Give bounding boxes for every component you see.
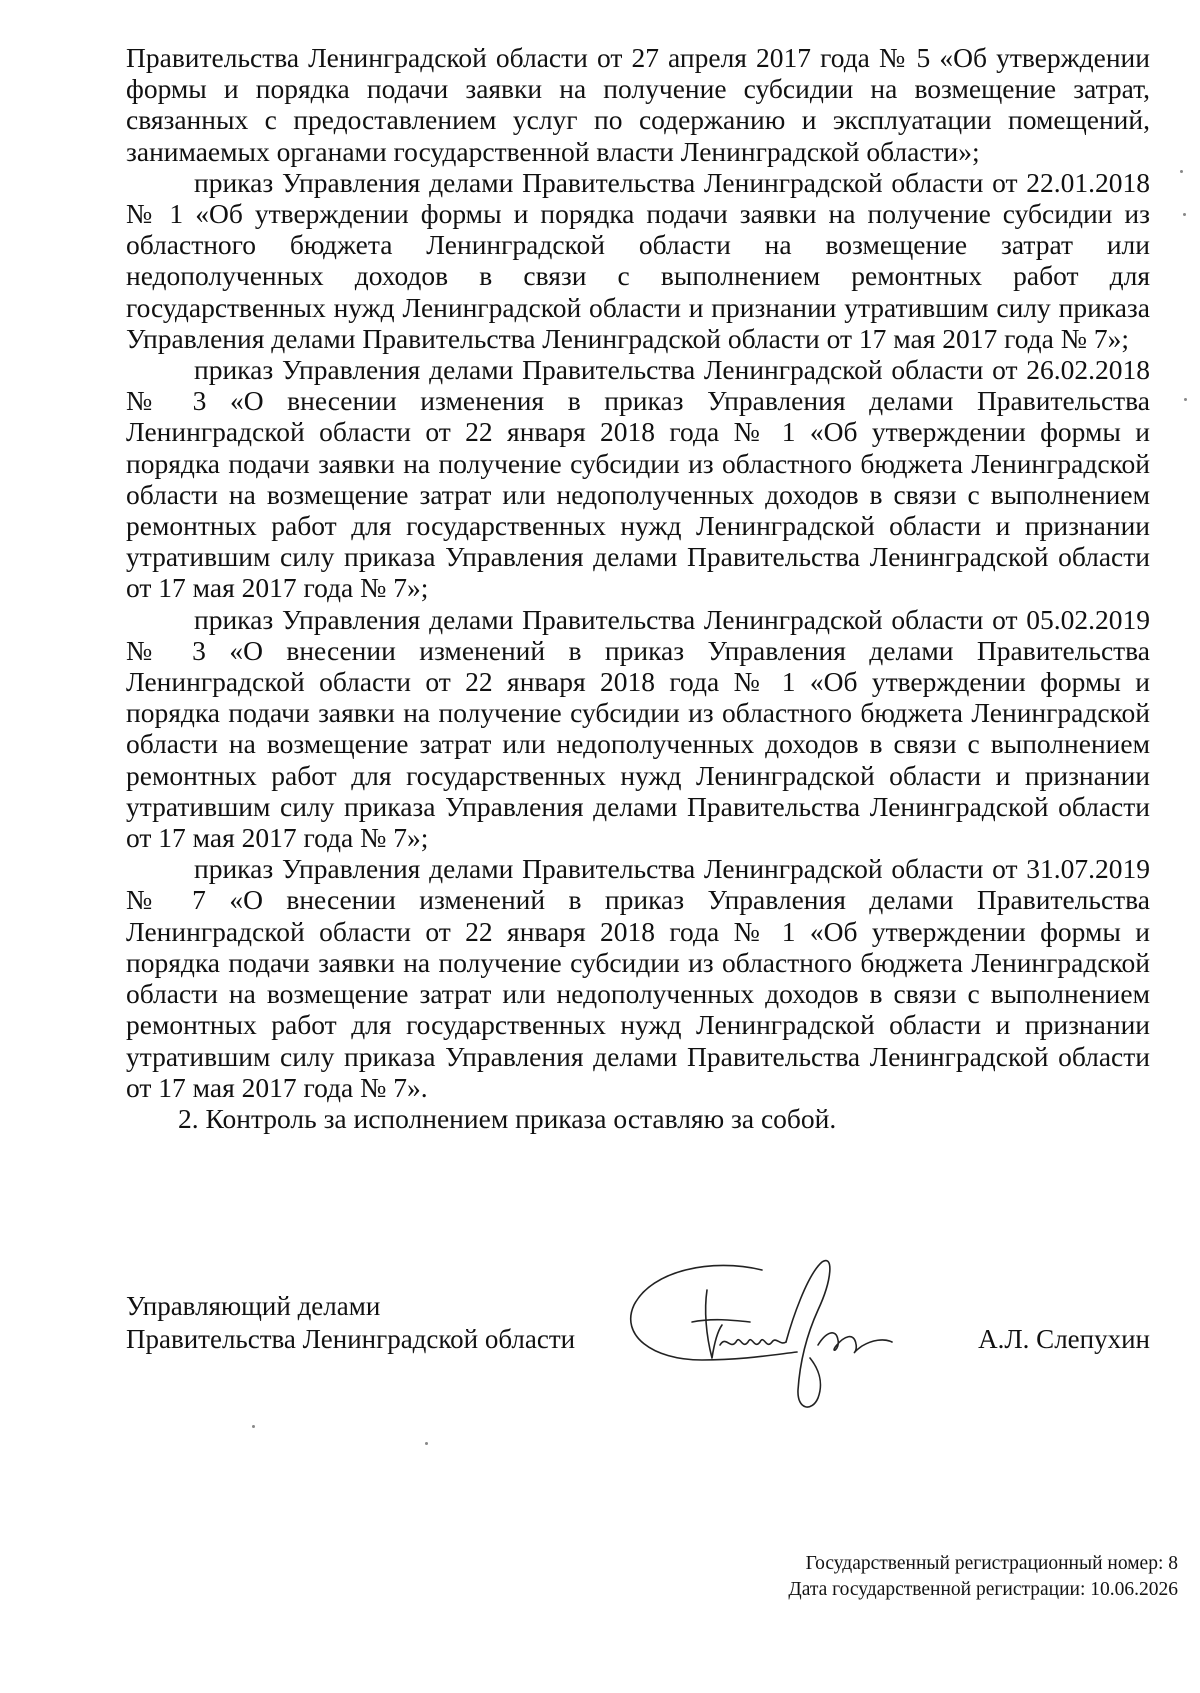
scan-speck [425, 1442, 428, 1445]
control-clause: 2. Контроль за исполнением приказа оставляю за собой. [178, 1102, 837, 1134]
scan-speck [1184, 398, 1187, 401]
scan-speck [1180, 170, 1183, 173]
scan-speck [1183, 213, 1186, 216]
registration-info [788, 1551, 1178, 1603]
registration-date: Дата государственной регистрации: 10.06.2026 [788, 1579, 1178, 1600]
scan-speck [252, 1425, 255, 1428]
signatory-name: А.Л. Слепухин [978, 1324, 1150, 1354]
order-item-4: приказ Управления делами Правительства Ленинградской области от 31.07.2019 № 7 «О внесении изменений в приказ Управления делами Правительства Ленинградской области от 22 января 2018 года № 1 «Об утверждении формы и порядка подачи заявки на получение субсидии из областного бюджета Ленинградской области на возмещение затрат или недополученных доходов в связи с выполнением ремонтных работ для государственных нужд Ленинградской области и признании утратившим силу приказа Управления делами Правительства Ленинградской области от 17 мая 2017 года № 7». [126, 853, 1150, 1103]
continued-paragraph: Правительства Ленинградской области от 27 апреля 2017 года № 5 «Об утверждении формы и порядка подачи заявки на получение субсидии на возмещение затрат, связанных с предоставлением услуг по содержанию и эксплуатации помещений, занимаемых органами государственной власти Ленинградской области»; [126, 42, 1150, 167]
signatory-position-line-1: Управляющий делами [126, 1291, 381, 1321]
signature-block [126, 1280, 1150, 1420]
handwritten-signature [622, 1250, 922, 1420]
signatory-position-line-2: Правительства Ленинградской области [126, 1324, 576, 1354]
order-item-2: приказ Управления делами Правительства Ленинградской области от 26.02.2018 № 3 «О внесении изменения в приказ Управления делами Правительства Ленинградской области от 22 января 2018 года № 1 «Об утверждении формы и порядка подачи заявки на получение субсидии из областного бюджета Ленинградской области на возмещение затрат или недополученных доходов в связи с выполнением ремонтных работ для государственных нужд Ленинградской области и признании утратившим силу приказа Управления делами Правительства Ленинградской области от 17 мая 2017 года № 7»; [126, 354, 1150, 604]
document-body [126, 42, 1150, 1134]
signatory-position [126, 1290, 575, 1356]
order-item-1: приказ Управления делами Правительства Ленинградской области от 22.01.2018 № 1 «Об утверждении формы и порядка подачи заявки на получение субсидии из областного бюджета Ленинградской области на возмещение затрат или недополученных доходов в связи с выполнением ремонтных работ для государственных нужд Ленинградской области и признании утратившим силу приказа Управления делами Правительства Ленинградской области от 17 мая 2017 года № 7»; [126, 166, 1150, 354]
order-item-3: приказ Управления делами Правительства Ленинградской области от 05.02.2019 № 3 «О внесении изменений в приказ Управления делами Правительства Ленинградской области от 22 января 2018 года № 1 «Об утверждении формы и порядка подачи заявки на получение субсидии из областного бюджета Ленинградской области на возмещение затрат или недополученных доходов в связи с выполнением ремонтных работ для государственных нужд Ленинградской области и признании утратившим силу приказа Управления делами Правительства Ленинградской области от 17 мая 2017 года № 7»; [126, 603, 1150, 854]
registration-number: Государственный регистрационный номер: 8 [805, 1553, 1178, 1574]
